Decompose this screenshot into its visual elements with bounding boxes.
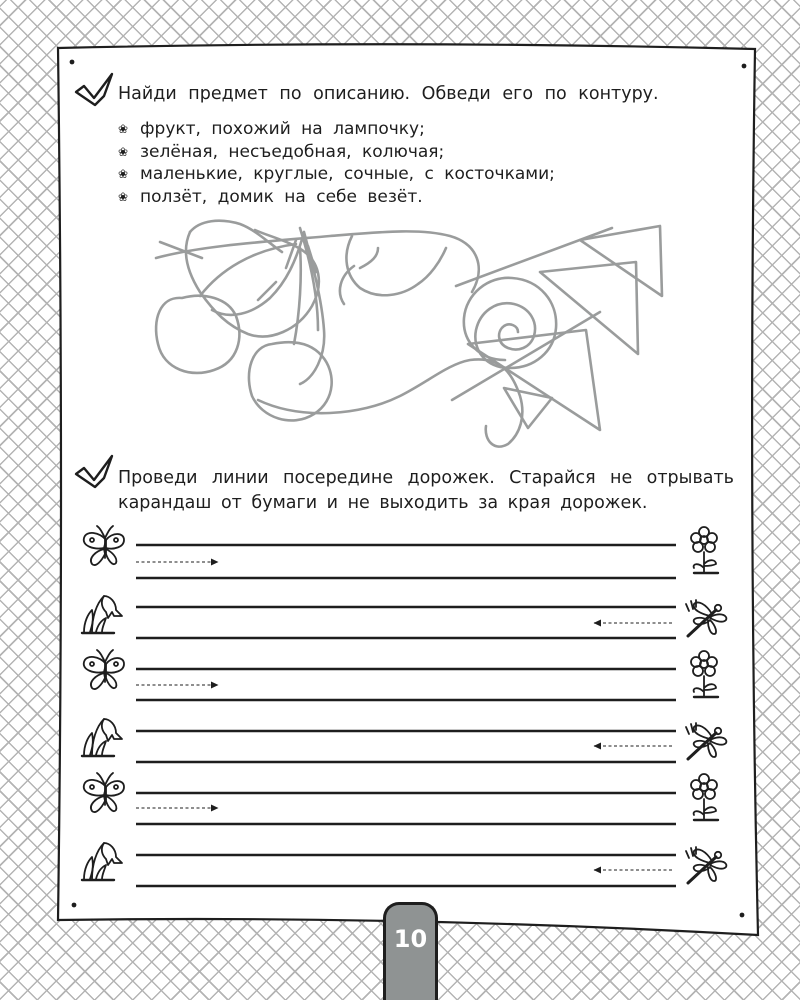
flower-bullet-icon: ❀ — [118, 122, 129, 136]
pin-hole — [72, 903, 77, 908]
task1-title: Найди предмет по описанию. Обведи его по контуру. — [118, 84, 659, 104]
riddle-clues-list — [118, 118, 555, 208]
flower-bullet-icon: ❀ — [118, 189, 129, 204]
pin-hole — [70, 60, 75, 65]
page-number: 10 — [393, 925, 428, 953]
list-item — [118, 118, 555, 141]
task2-instructions: Проведи линии посередине дорожек. Старайся не отрывать карандаш от бумаги и не выходить за края дорожек. — [118, 468, 734, 513]
list-item — [118, 186, 555, 209]
flower-bullet-icon: ❀ — [118, 144, 129, 159]
clue-text: зелёная, несъедобная, колючая; — [140, 141, 445, 162]
clue-text: фрукт, похожий на лампочку; — [140, 119, 425, 139]
page-number-tab — [383, 902, 438, 1000]
pin-hole — [740, 913, 745, 918]
pin-hole — [742, 64, 747, 69]
clue-text: маленькие, круглые, сочные, с косточками; — [140, 164, 555, 184]
list-item — [118, 141, 555, 164]
clue-text: ползёт, домик на себе везёт. — [140, 186, 423, 207]
list-item — [118, 163, 555, 186]
flower-bullet-icon: ❀ — [118, 167, 129, 181]
